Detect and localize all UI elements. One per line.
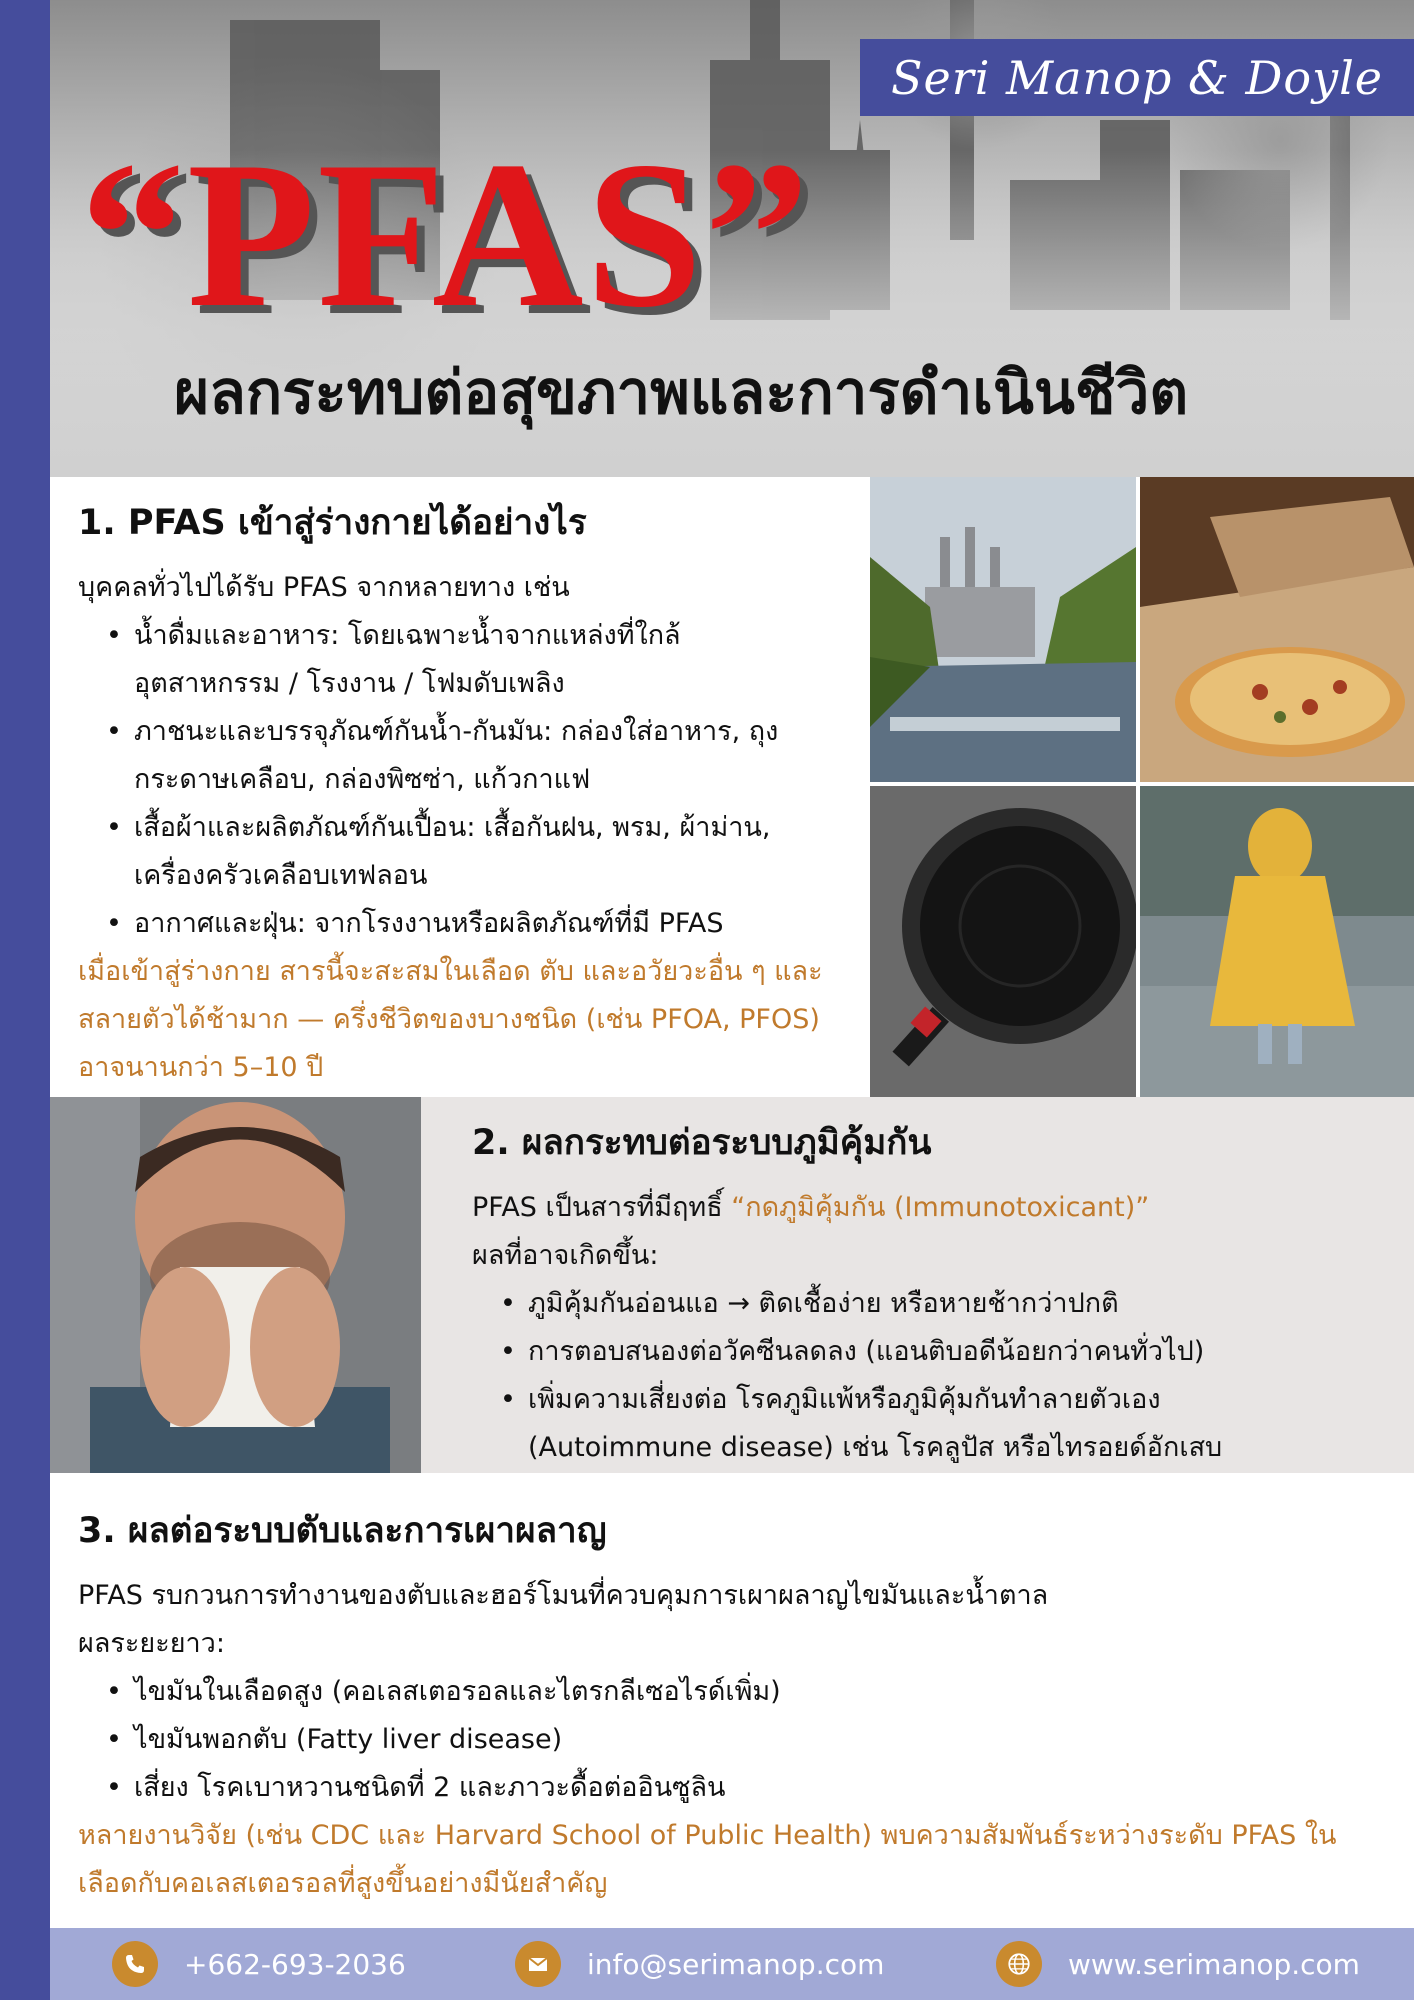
- email-address[interactable]: info@serimanop.com: [587, 1947, 885, 1981]
- section-3-lead: ผลระยะยาว:: [78, 1628, 225, 1659]
- list-item: • ไขมันในเลือดสูง (คอเลสเตอรอลและไตรกลีเซอไรด์เพิ่ม): [134, 1668, 1414, 1716]
- list-item: • ภูมิคุ้มกันอ่อนแอ → ติดเชื้อง่าย หรือหายช้ากว่าปกติ: [528, 1280, 1352, 1328]
- envelope-icon: [515, 1941, 561, 1987]
- river-factory-photo: [870, 477, 1136, 782]
- section-1-note: เมื่อเข้าสู่ร่างกาย สารนี้จะสะสมในเลือด ตับ และอวัยวะอื่น ๆ และสลายตัวได้ช้ามาก — ครึ่งชีวิตของบางชนิด (เช่น PFOA, PFOS) อาจนานกว่า 5–10 ปี: [78, 956, 823, 1083]
- header-banner: [50, 0, 1414, 477]
- section-2-intro-highlight: “กดภูมิคุ้มกัน (Immunotoxicant)”: [731, 1192, 1150, 1223]
- section-1-intro: บุคคลทั่วไปได้รับ PFAS จากหลายทาง เช่น: [78, 572, 570, 603]
- section-immune: [421, 1097, 1414, 1473]
- page-title: “PFAS”: [80, 119, 812, 351]
- footer-website[interactable]: [996, 1928, 1360, 2000]
- section-liver: [50, 1473, 1414, 1928]
- phone-number[interactable]: +662-693-2036: [184, 1947, 406, 1981]
- section-3-list: [78, 1668, 1414, 1812]
- sneezing-man-photo: [50, 1097, 421, 1473]
- left-accent-bar: [0, 0, 50, 2000]
- section-3-intro: PFAS รบกวนการทำงานของตับและฮอร์โมนที่ควบคุมการเผาผลาญไขมันและน้ำตาล: [78, 1580, 1049, 1611]
- section-3-note: หลายงานวิจัย (เช่น CDC และ Harvard School of Public Health) พบความสัมพันธ์ระหว่างระดับ PFAS ในเลือดกับคอเลสเตอรอลที่สูงขึ้นอย่างมีนัยสำคัญ: [78, 1820, 1337, 1899]
- section-3-title: 3. ผลต่อระบบตับและการเผาผลาญ: [78, 1511, 607, 1551]
- list-item: • ภาชนะและบรรจุภัณฑ์กันน้ำ-กันมัน: กล่องใส่อาหาร, ถุงกระดาษเคลือบ, กล่องพิซซ่า, แก้วกาแฟ: [134, 708, 818, 804]
- section-2-intro-text: PFAS เป็นสารที่มีฤทธิ์: [472, 1192, 732, 1223]
- nonstick-pan-photo: [870, 786, 1136, 1097]
- footer-email[interactable]: [515, 1928, 884, 2000]
- raincoat-child-photo: [1140, 786, 1414, 1097]
- website-url[interactable]: www.serimanop.com: [1068, 1947, 1360, 1981]
- brand-name: Seri Manop & Doyle: [890, 50, 1384, 105]
- section-1-title: 1. PFAS เข้าสู่ร่างกายได้อย่างไร: [78, 503, 587, 543]
- contact-footer: [50, 1928, 1414, 2000]
- list-item: • น้ำดื่มและอาหาร: โดยเฉพาะน้ำจากแหล่งที่ใกล้อุตสาหกรรม / โรงงาน / โฟมดับเพลิง: [134, 612, 818, 708]
- brand-box: [860, 39, 1414, 116]
- section-exposure: [50, 477, 844, 1097]
- globe-icon: [996, 1941, 1042, 1987]
- phone-icon: [112, 1941, 158, 1987]
- page-subtitle: ผลกระทบต่อสุขภาพและการดำเนินชีวิต: [174, 358, 1189, 428]
- list-item: • เสี่ยง โรคเบาหวานชนิดที่ 2 และภาวะดื้อต่ออินซูลิน: [134, 1764, 1414, 1812]
- exposure-photo-grid: [870, 477, 1414, 1097]
- footer-phone[interactable]: [112, 1928, 406, 2000]
- section-2-title: 2. ผลกระทบต่อระบบภูมิคุ้มกัน: [472, 1123, 932, 1163]
- list-item: • ไขมันพอกตับ (Fatty liver disease): [134, 1716, 1414, 1764]
- section-2-intro: [472, 1184, 1414, 1232]
- list-item: • การตอบสนองต่อวัคซีนลดลง (แอนติบอดีน้อยกว่าคนทั่วไป): [528, 1328, 1352, 1376]
- section-2-lead: ผลที่อาจเกิดขึ้น:: [472, 1240, 659, 1271]
- list-item: • อากาศและฝุ่น: จากโรงงานหรือผลิตภัณฑ์ที่มี PFAS: [134, 900, 818, 948]
- section-1-list: [78, 612, 818, 948]
- list-item: • เพิ่มความเสี่ยงต่อ โรคภูมิแพ้หรือภูมิคุ้มกันทำลายตัวเอง (Autoimmune disease) เช่น โรคลูปัส หรือไทรอยด์อักเสบ: [528, 1376, 1352, 1472]
- pizza-box-photo: [1140, 477, 1414, 782]
- list-item: • เสื้อผ้าและผลิตภัณฑ์กันเปื้อน: เสื้อกันฝน, พรม, ผ้าม่าน, เครื่องครัวเคลือบเทฟลอน: [134, 804, 818, 900]
- section-2-list: [472, 1280, 1352, 1472]
